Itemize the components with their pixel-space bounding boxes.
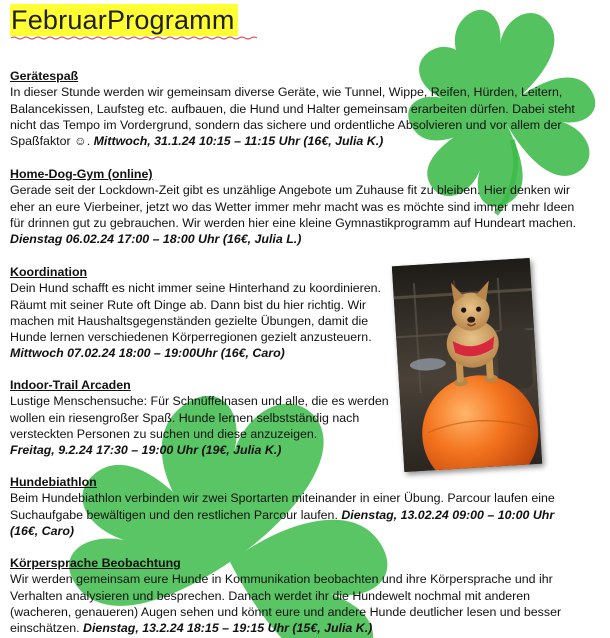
section-body: Beim Hundebiathlon verbinden wir zwei Sportarten miteinander in einer Übung. Parcour laufen eine Suchaufgabe bewältigen und den restlichen Parcour laufen. Dienstag, 13.02.24 09:00 – 10:00 Uhr (16€, Caro) <box>10 491 555 538</box>
section-heading: Koordination <box>10 265 88 279</box>
section-date: Mittwoch 07.02.24 18:00 – 19:00Uhr (16€, Caro) <box>10 346 285 361</box>
section-indoor-trail <box>10 377 392 458</box>
section-body: Dein Hund schafft es nicht immer seine Hinterhand zu koordinieren. Räumt mit seiner Rute oft Dinge ab. Dann bist du hier richtig. Wir machen mit Haushaltsgegenständen gezielte Übungen, damit die Hunde lernen verschiedenen Körperregionen gezielt anzusteuern. <box>10 281 381 345</box>
section-heading: Gerätespaß <box>10 69 79 83</box>
dog-on-ball-illustration <box>392 258 542 472</box>
dog-on-ball-photo <box>392 258 542 472</box>
section-date: Dienstag, 13.02.24 09:00 – 10:00 Uhr (16€, Caro) <box>10 507 555 538</box>
section-date: Freitag, 9.2.24 17:30 – 19:00 Uhr (19€, Julia K.) <box>10 443 282 458</box>
section-body: Gerade seit der Lockdown-Zeit gibt es unzählige Angebote um Zuhause fit zu bleiben. Hier denken wir eher an eure Vierbeiner, jetzt wo das Wetter immer mehr macht was es möchte sind immer mehr Ideen für drinnen gut zu gebrauchen. Wir werden hier eine kleine Gymnastikprogramm auf Hundeart machen. <box>10 183 577 230</box>
section-heading: Home-Dog-Gym (online) <box>10 167 153 181</box>
section-home-dog-gym <box>10 166 592 247</box>
section-body: Wir werden gemeinsam eure Hunde in Kommunikation beobachten und ihre Körpersprache und ihr Verhalten analysieren und besprechen. Danach werdet ihr die Hundewelt nochmal mit anderen (wacheren, genaueren) Augen sehen und könnt eure und andere Hunde deutlicher lesen und besser einschätzen. Dienstag, 13.2.24 18:15 – 19:15 Uhr (15€, Julia K.) <box>10 572 562 636</box>
section-body: Lustige Menschensuche: Für Schnüffelnasen und alle, die es werden wollen ein riesengroßer Spaß. Hunde lernen selbstständig nach versteckten Personen zu suchen und diese anzuzeigen. <box>10 394 389 441</box>
section-heading: Hundebiathlon <box>10 475 97 489</box>
section-heading: Indoor-Trail Arcaden <box>10 378 131 392</box>
section-hundebiathlon <box>10 474 584 539</box>
section-geraetespass <box>10 68 584 149</box>
section-date: Mittwoch, 31.1.24 10:15 – 11:15 Uhr (16€, Julia K.) <box>93 134 384 149</box>
section-koordination <box>10 264 392 362</box>
section-date: Dienstag 06.02.24 17:00 – 18:00 Uhr (16€, Julia L.) <box>10 232 302 247</box>
spellcheck-underline <box>11 36 257 40</box>
section-koerpersprache <box>10 555 584 636</box>
section-body: In dieser Stunde werden wir gemeinsam diverse Geräte, wie Tunnel, Wippe, Reifen, Hürden, Leitern, Balancekissen, Laufsteg etc. aufbauen, die Hund und Halter gemeinsam erarbeiten dürfen. Dabei steht nicht das Tempo im Vordergrund, sondern das sichere und ordentliche Absolvieren und vor allem der Spaßfaktor ☺. Mittwoch, 31.1.24 10:15 – 11:15 Uhr (16€, Julia K.) <box>10 85 575 149</box>
page-title: FebruarProgramm <box>10 4 238 36</box>
section-date: Dienstag, 13.2.24 18:15 – 19:15 Uhr (15€, Julia K.) <box>83 621 373 636</box>
section-heading: Körpersprache Beobachtung <box>10 556 181 570</box>
